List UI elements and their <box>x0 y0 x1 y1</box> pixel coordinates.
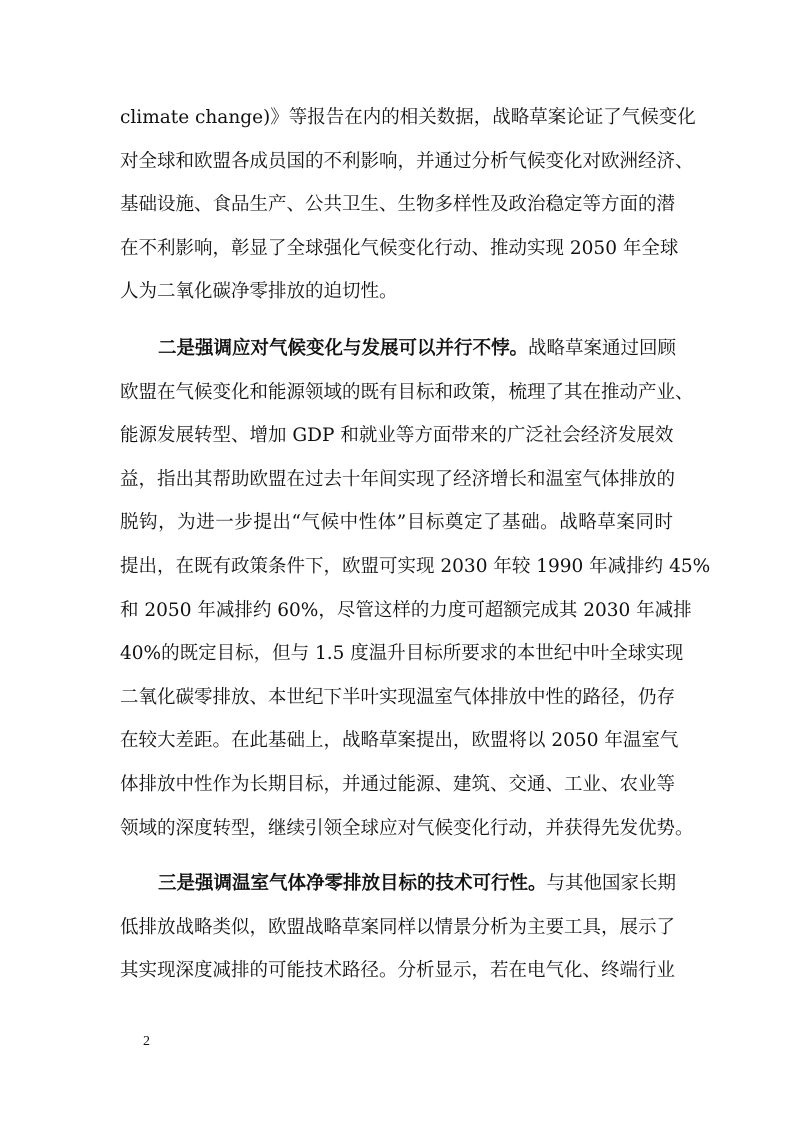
text-line <box>120 327 677 371</box>
text-line: 对全球和欧盟各成员国的不利影响，并通过分析气候变化对欧洲经济、 <box>120 150 694 172</box>
text-line: 和 2050 年减排约 60%，尽管这样的力度可超额完成其 2030 年减排 <box>120 599 692 621</box>
paragraph-heading: 二是强调应对气候变化与发展可以并行不悖。 <box>158 338 529 359</box>
text-run: 与其他国家长期 <box>546 873 677 894</box>
text-line: 在较大差距。在此基础上，战略草案提出，欧盟将以 2050 年温室气 <box>120 730 679 752</box>
text-line: 欧盟在气候变化和能源领域的既有目标和政策，梳理了其在推动产业、 <box>120 381 694 403</box>
page-number: 2 <box>143 1034 150 1049</box>
text-line: climate change)》等报告在内的相关数据，战略草案论证了气候变化 <box>120 107 696 128</box>
text-line: 其实现深度减排的可能技术路径。分析显示，若在电气化、终端行业 <box>120 960 676 982</box>
paragraph-climate-and-development <box>120 327 711 850</box>
paragraph-heading: 三是强调温室气体净零排放目标的技术可行性。 <box>158 873 547 894</box>
text-line: 低排放战略类似，欧盟战略草案同样以情景分析为主要工具，展示了 <box>120 916 676 938</box>
paragraph-technical-feasibility <box>120 862 677 993</box>
text-line: 基础设施、食品生产、公共卫生、生物多样性及政治稳定等方面的潜 <box>120 194 676 216</box>
text-line: 领域的深度转型，继续引领全球应对气候变化行动，并获得先发优势。 <box>120 817 694 839</box>
text-line: 在不利影响，彰显了全球强化气候变化行动、推动实现 2050 年全球 <box>120 237 679 259</box>
text-line: 二氧化碳零排放、本世纪下半叶实现温室气体排放中性的路径，仍存 <box>120 686 676 708</box>
paragraph-climate-impacts <box>120 96 696 314</box>
text-line: 体排放中性作为长期目标，并通过能源、建筑、交通、工业、农业等 <box>120 773 676 795</box>
text-line: 人为二氧化碳净零排放的迫切性。 <box>120 281 398 303</box>
text-run: 战略草案通过回顾 <box>528 338 677 359</box>
text-line: 提出，在既有政策条件下，欧盟可实现 2030 年较 1990 年减排约 45% <box>120 555 711 577</box>
text-line <box>120 862 677 906</box>
text-line: 能源发展转型、增加 GDP 和就业等方面带来的广泛社会经济发展效 <box>120 425 674 447</box>
text-line: 脱钩，为进一步提出“气候中性体”目标奠定了基础。战略草案同时 <box>120 512 673 534</box>
text-line: 益，指出其帮助欧盟在过去十年间实现了经济增长和温室气体排放的 <box>120 468 676 490</box>
text-line: 40%的既定目标，但与 1.5 度温升目标所要求的本世纪中叶全球实现 <box>120 643 684 665</box>
